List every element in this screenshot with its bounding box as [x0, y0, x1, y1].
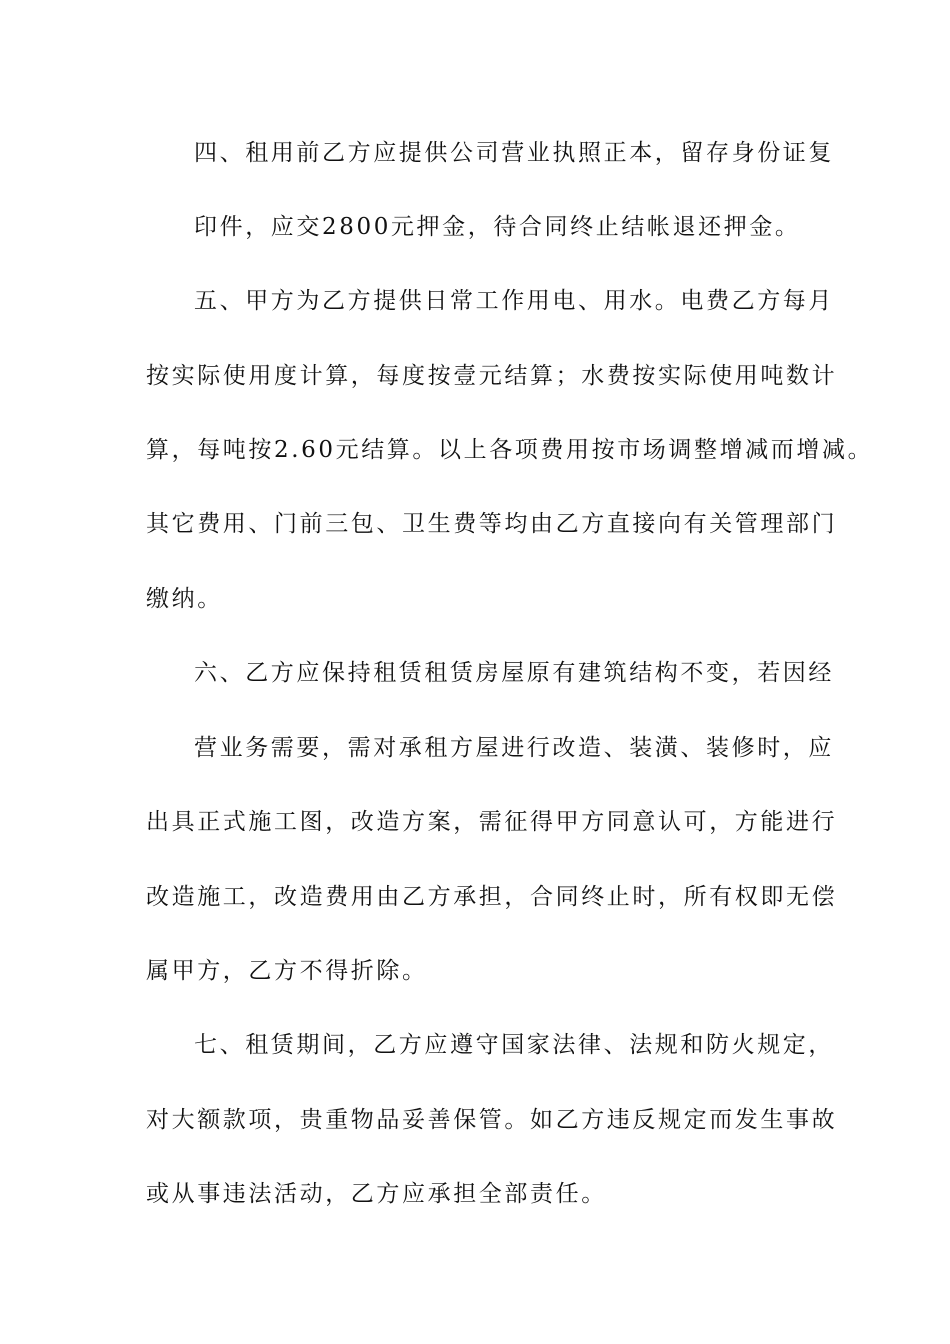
text-line: 四、租用前乙方应提供公司营业执照正本，留存身份证复: [194, 140, 834, 166]
text-line: 七、租赁期间，乙方应遵守国家法律、法规和防火规定，: [194, 1032, 834, 1058]
text-line: 改造施工，改造费用由乙方承担，合同终止时，所有权即无偿: [146, 884, 838, 910]
text-line: 其它费用、门前三包、卫生费等均由乙方直接向有关管理部门: [146, 511, 838, 537]
text-line: 按实际使用度计算，每度按壹元结算；水费按实际使用吨数计: [146, 363, 838, 389]
text-line: 营业务需要，需对承租方屋进行改造、装潢、装修时，应: [194, 735, 834, 761]
text-line: 或从事违法活动，乙方应承担全部责任。: [146, 1181, 607, 1207]
text-line: 对大额款项，贵重物品妥善保管。如乙方违反规定而发生事故: [146, 1107, 838, 1133]
text-line: 印件，应交2800元押金，待合同终止结帐退还押金。: [194, 214, 801, 240]
text-line: 出具正式施工图，改造方案，需征得甲方同意认可，方能进行: [146, 809, 838, 835]
text-line: 五、甲方为乙方提供日常工作用电、用水。电费乙方每月: [194, 288, 834, 314]
text-line: 属甲方，乙方不得折除。: [146, 958, 428, 984]
text-line: 缴纳。: [146, 586, 223, 612]
text-line: 六、乙方应保持租赁租赁房屋原有建筑结构不变，若因经: [194, 660, 834, 686]
text-line: 算，每吨按2.60元结算。以上各项费用按市场调整增减而增减。: [146, 437, 874, 463]
